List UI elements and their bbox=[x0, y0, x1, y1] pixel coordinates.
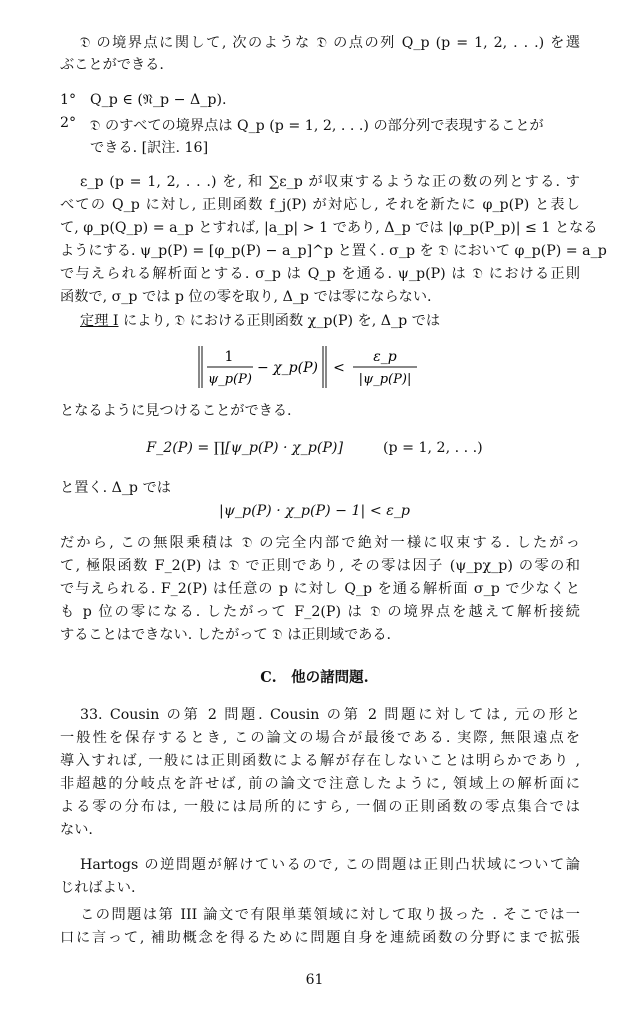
formula-2-range: (p = 1, 2, . . .) bbox=[382, 440, 483, 456]
formula-1 bbox=[0, 342, 629, 396]
formula-1-rhs-denominator: |ψ_p(P)| bbox=[358, 372, 411, 387]
before-formula-3: と置く. Δ_p では bbox=[60, 480, 171, 496]
formula-1-svg bbox=[185, 342, 445, 392]
formula-1-less-than: < bbox=[332, 360, 345, 376]
formula-2-product: F_2(P) = ∏[ψ_p(P) · χ_p(P)] bbox=[146, 440, 343, 456]
theorem-reference: 定理 I bbox=[80, 313, 119, 329]
paragraph4-line-2: 一般性を保存するとき, この論文の場合が最後である. 実際, 無限遠点を bbox=[60, 730, 580, 746]
formula-1-numerator: 1 bbox=[224, 349, 233, 365]
list-item-1-text: Q_p ∈ (𝔑_p − Δ_p). bbox=[90, 92, 227, 108]
formula-1-rhs-numerator: ε_p bbox=[372, 349, 397, 365]
paragraph3-line-3: で与えられる. F_2(P) は任意の p に対し Q_p を通る解析面 σ_p で少なくと bbox=[60, 581, 580, 597]
paragraph2-line-6: 函数で, σ_p では p 位の零を取り, Δ_p では零にならない. bbox=[60, 289, 432, 305]
formula-1-denominator: ψ_p(P) bbox=[207, 372, 252, 387]
list-item-1-number: 1° bbox=[60, 92, 77, 108]
paragraph2-line-4: ようにする. ψ_p(P) = [φ_p(P) − a_p]^p と置く. σ_p を 𝔇 において φ_p(P) = a_p bbox=[60, 243, 607, 259]
formula-1-minus-chi: − χ_p(P) bbox=[256, 360, 318, 376]
paragraph4-line-6: ない. bbox=[60, 822, 93, 838]
paragraph5-line-2: じればよい. bbox=[60, 880, 136, 896]
paragraph3-line-1: だから, この無限乗積は 𝔇 の完全内部で絶対一様に収束する. したがっ bbox=[60, 535, 580, 551]
paragraph6-line-2: 口に言って, 補助概念を得るために問題自身を連続函数の分野にまで拡張 bbox=[60, 930, 580, 946]
section-heading: C. 他の諸問題. bbox=[260, 669, 369, 686]
paragraph4-line-5: よる零の分布は, 一般には局所的にすら, 一個の正則函数の零点集合では bbox=[60, 799, 580, 815]
paragraph6-line-1: この問題は第 III 論文で有限単葉領域に対して取り扱った . そこでは一 bbox=[80, 907, 580, 923]
paragraph1-line-1: 𝔇 の境界点に関して, 次のような 𝔇 の点の列 Q_p (p = 1, 2, . . .) を選 bbox=[80, 35, 580, 51]
list-item-2-text: 𝔇 のすべての境界点は Q_p (p = 1, 2, . . .) の部分列で表現することが bbox=[90, 118, 544, 134]
paragraph2-line-2: べての Q_p に対し, 正則函数 f_j(P) が対応し, それを新たに φ_p(P) と表し bbox=[60, 197, 580, 213]
paragraph3-line-2: て, 極限函数 F_2(P) は 𝔇 で正則であり, その零は因子 (ψ_pχ_p) の零の和 bbox=[60, 558, 580, 574]
paragraph4-line-3: 導入すれば, 一般には正則函数による解が存在しないことは明らかであり , bbox=[60, 753, 580, 769]
paragraph5-line-1: Hartogs の逆問題が解けているので, この問題は正則凸状域について論 bbox=[80, 857, 580, 873]
page-number: 61 bbox=[305, 972, 324, 988]
formula-3: |ψ_p(P) · χ_p(P) − 1| < ε_p bbox=[218, 503, 411, 519]
list-item-2-number: 2° bbox=[60, 115, 77, 131]
paragraph1-line-2: ぶことができる. bbox=[60, 57, 164, 73]
paragraph2-line-1: ε_p (p = 1, 2, . . .) を, 和 ∑ε_p が収束するような正の数の列とする. す bbox=[80, 174, 580, 190]
list-item-2-continuation: できる. [訳注. 16] bbox=[90, 140, 209, 156]
formula-2 bbox=[0, 440, 629, 456]
paragraph2-line-5: で与えられる解析面とする. σ_p は Q_p を通る. ψ_p(P) は 𝔇 における正則 bbox=[60, 266, 580, 282]
paragraph4-line-4: 非超越的分岐点を許せば, 前の論文で注意したように, 領域上の解析面に bbox=[60, 776, 580, 792]
after-formula-1: となるように見つけることができる. bbox=[60, 403, 292, 419]
paragraph2-line-3: て, φ_p(Q_p) = a_p とすれば, |a_p| > 1 であり, Δ_p では |φ_p(P_p)| ≤ 1 となる bbox=[60, 220, 598, 236]
theorem-line bbox=[80, 312, 580, 330]
paragraph4-line-1: 33. Cousin の第 2 問題. Cousin の第 2 問題に対しては, 元の形と bbox=[80, 707, 580, 723]
paragraph3-line-5: することはできない. したがって 𝔇 は正則域である. bbox=[60, 627, 392, 643]
paragraph3-line-4: も p 位の零になる. したがって F_2(P) は 𝔇 の境界点を越えて解析接続 bbox=[60, 604, 580, 620]
theorem-line-rest: により, 𝔇 における正則函数 χ_p(P) を, Δ_p では bbox=[118, 313, 441, 329]
